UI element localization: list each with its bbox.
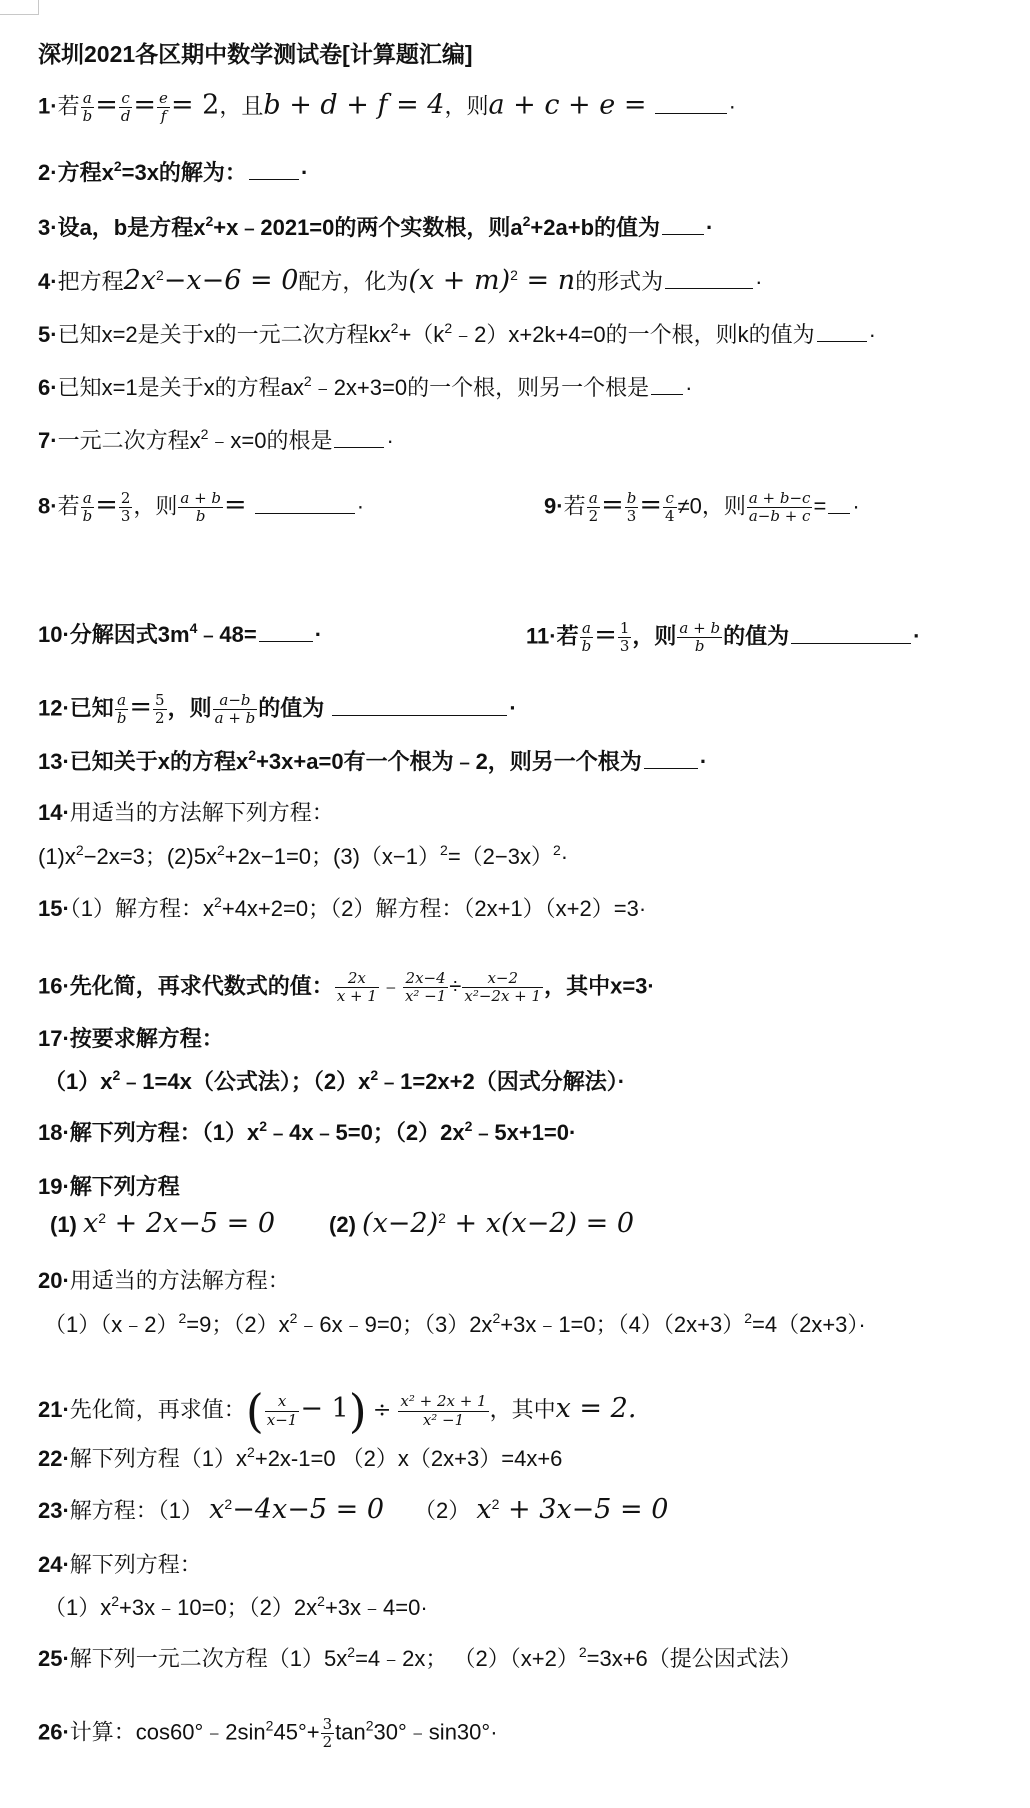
question-4: 4·把方程$2x^2-x-6 = 0$配方，化为$(x + m)^2 = n$的形式为 · xyxy=(38,265,763,296)
question-12: 12·已知 $\frac{a}{b}$ = $\frac{5}{2}$ ，则 $\frac{a-b}{a + b}$ 的值为 · xyxy=(38,691,517,728)
question-10: 10·分解因式$3m^4﹣48=$ · xyxy=(38,620,323,647)
question-1: 1·若 $\frac{a}{b}$ = $\frac{c}{d}$ = $\frac{e}{f}$ = 2，且b + d + f = 4，则a + c + e = · xyxy=(38,89,736,126)
question-24-equations: $(1)x^2+3x﹣10=0$；$(2)2x^2+3x﹣4=0\cdot$ xyxy=(44,1593,428,1620)
question-21: 21·先化简，再求值：( $\frac{x}{x-1}$ − 1) ÷ $\frac{\text{x² + 2x + 1}}{\text{x² −1}}$ ，其中x = 2. xyxy=(38,1384,637,1438)
question-20-equations: （1）（x﹣2）$^2$=9；$(2)x^2﹣6x﹣9=0$；$(3)2x^2+3x﹣1=0$；$(4)(2x+3)^2=4(2x+3)\cdot$ xyxy=(44,1310,866,1337)
question-20: 20·用适当的方法解方程： xyxy=(38,1268,290,1293)
question-24: 24·解下列方程： xyxy=(38,1552,202,1577)
question-7: 7·一元二次方程$x^2﹣x=0$的根是 · xyxy=(38,426,394,453)
question-18: 18·解下列方程：$(1)x^2﹣4x﹣5=0$；$(2)2x^2﹣5x+1=0\cdot$ xyxy=(38,1118,577,1145)
question-26: 26·计算：$\cos 60^\circ﹣2\sin^245^\circ+$ $\frac{3}{2}$ $\tan^230^\circ﹣\sin 30^\circ\cdot$ xyxy=(38,1715,498,1752)
question-19: 19·解下列方程 xyxy=(38,1174,180,1199)
question-19-equations: (1) $x^2 + 2x-5 = 0$ (2) $(x-2)^2 + x(x-2) = 0$ xyxy=(50,1208,635,1239)
question-15: 15·（1）解方程：$x^2+4x+2=0$；（2）解方程：（2x+1）（x+2）=3· xyxy=(38,894,647,921)
question-17-equations: $(1)x^2﹣1=4x$（公式法）；$(2)x^2﹣1=2x+2$（因式分解法）· xyxy=(44,1067,626,1094)
question-6: 6·已知x=1是关于x的方程$ax^2﹣2x+3=0$的一个根，则另一个根是 · xyxy=(38,373,693,400)
question-23: 23·解方程：（1） $x^2-4x-5 = 0$ （2） $x^2 + 3x-5 = 0$ xyxy=(38,1494,669,1525)
question-3: 3·设a，b是方程$x^2+x﹣2021=0$的两个实数根，则$a^2+2a+b$的值为 · xyxy=(38,213,714,240)
question-22: 22·解下列方程$(1)x^2+2x-1=0$ （2）x（2x+3）=4x+6 xyxy=(38,1444,563,1471)
question-14-equations: $(1)x^2-2x=3$；$(2)5x^2+2x-1=0$；$(3)(x-1)^2=(2-3x)^2\cdot$ xyxy=(38,842,569,869)
question-17: 17·按要求解方程： xyxy=(38,1026,224,1051)
page-title: 深圳2021各区期中数学测试卷[计算题汇编] xyxy=(38,41,473,67)
question-9: 9·若 $\frac{a}{2}$ = $\frac{b}{3}$ = $\frac{c}{4}$ ≠0，则 $\frac{a + b-c}{a-b + c}$ = · xyxy=(544,489,860,526)
page-corner-mark xyxy=(0,0,39,15)
question-5: 5·已知x=2是关于x的一元二次方程$kx^2+(k^2﹣2)x+2k+4=0$的一个根，则k的值为 · xyxy=(38,320,876,347)
question-13: 13·已知关于x的方程$x^2+3x+a=0$有一个根为﹣2，则另一个根为 · xyxy=(38,747,708,774)
question-14: 14·用适当的方法解下列方程： xyxy=(38,800,334,825)
question-11: 11·若 $\frac{a}{b}$ = $\frac{1}{3}$ ，则 $\frac{a + b}{b}$ 的值为 · xyxy=(526,619,921,656)
question-16: 16·先化简，再求代数式的值： $\frac{2x}{x + 1}$ ﹣ $\frac{2x-4}{\text{x² −1}}$ ÷ $\frac{x-2}{\text{x²−2x + 1}}$ ，其中x=3· xyxy=(38,969,655,1006)
question-25: 25·解下列一元二次方程$(1)5x^2=4﹣2x$； $(2)(x+2)^2=3x+6$（提公因式法） xyxy=(38,1644,802,1671)
question-8: 8·若 $\frac{a}{b}$ = $\frac{2}{3}$ ，则 $\frac{a + b}{b}$ = · xyxy=(38,489,365,526)
question-2: 2·方程$x^2=3x$的解为： · xyxy=(38,158,309,185)
